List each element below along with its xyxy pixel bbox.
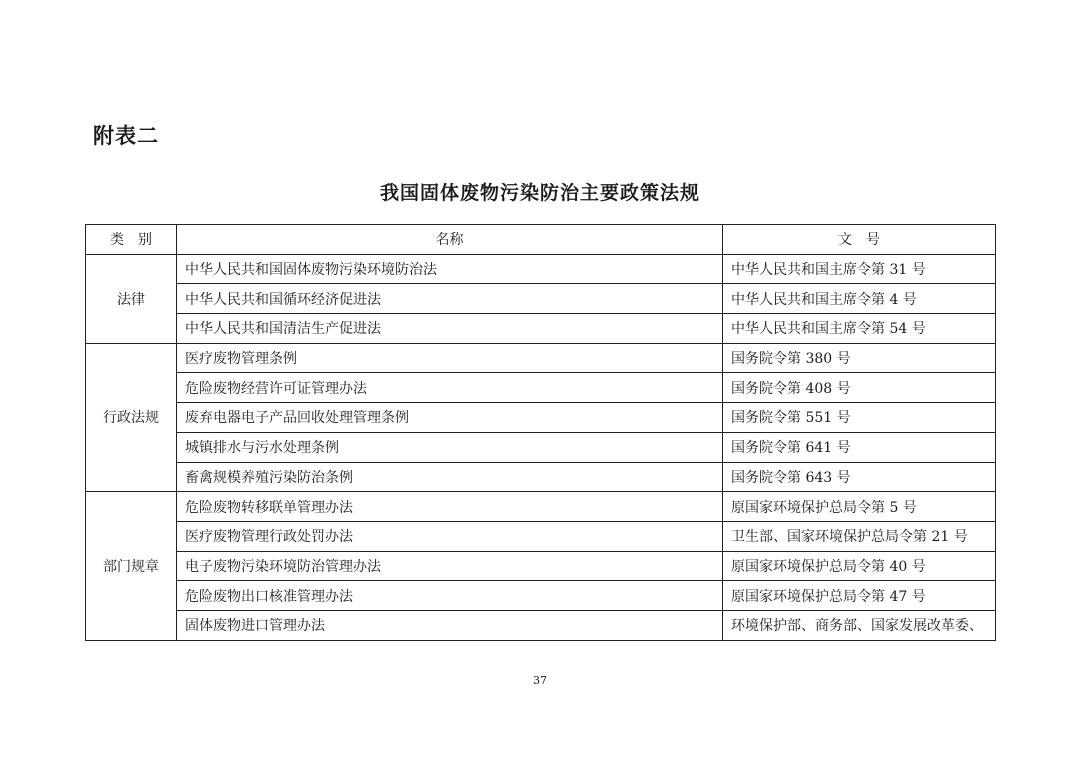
- table-header-row: [86, 225, 996, 255]
- doc-number-cell: 国务院令第 380 号: [723, 343, 996, 373]
- regulation-name-cell: 医疗废物管理条例: [177, 343, 723, 373]
- table-row: [86, 432, 996, 462]
- table-row: [86, 254, 996, 284]
- table-row: [86, 492, 996, 522]
- regulation-name-cell: 中华人民共和国固体废物污染环境防治法: [177, 254, 723, 284]
- policy-table: [85, 224, 996, 641]
- category-cell: 法律: [86, 254, 177, 343]
- doc-number-cell: 国务院令第 551 号: [723, 403, 996, 433]
- header-doc-number: 文 号: [723, 225, 996, 255]
- regulation-name-cell: 中华人民共和国清洁生产促进法: [177, 314, 723, 344]
- table-row: [86, 284, 996, 314]
- appendix-label: 附表二: [93, 124, 159, 148]
- doc-number-cell: 国务院令第 643 号: [723, 462, 996, 492]
- category-cell: 行政法规: [86, 343, 177, 491]
- table-row: [86, 581, 996, 611]
- category-cell: 部门规章: [86, 492, 177, 640]
- table-row: [86, 462, 996, 492]
- doc-number-cell: 中华人民共和国主席令第 4 号: [723, 284, 996, 314]
- regulation-name-cell: 废弃电器电子产品回收处理管理条例: [177, 403, 723, 433]
- header-category: 类 别: [86, 225, 177, 255]
- table-row: [86, 521, 996, 551]
- table-row: [86, 314, 996, 344]
- doc-number-cell: 国务院令第 408 号: [723, 373, 996, 403]
- doc-number-cell: 中华人民共和国主席令第 31 号: [723, 254, 996, 284]
- table-row: [86, 373, 996, 403]
- regulation-name-cell: 畜禽规模养殖污染防治条例: [177, 462, 723, 492]
- doc-number-cell: 卫生部、国家环境保护总局令第 21 号: [723, 521, 996, 551]
- table-row: [86, 551, 996, 581]
- regulation-name-cell: 危险废物转移联单管理办法: [177, 492, 723, 522]
- table-row: [86, 403, 996, 433]
- table-row: [86, 343, 996, 373]
- doc-number-cell: 环境保护部、商务部、国家发展改革委、: [723, 610, 996, 640]
- doc-number-cell: 国务院令第 641 号: [723, 432, 996, 462]
- doc-number-cell: 原国家环境保护总局令第 5 号: [723, 492, 996, 522]
- table-row: [86, 610, 996, 640]
- table-body: [86, 254, 996, 640]
- regulation-name-cell: 固体废物进口管理办法: [177, 610, 723, 640]
- document-title: 我国固体废物污染防治主要政策法规: [379, 182, 700, 204]
- page-number: 37: [533, 674, 547, 687]
- doc-number-cell: 中华人民共和国主席令第 54 号: [723, 314, 996, 344]
- regulation-name-cell: 中华人民共和国循环经济促进法: [177, 284, 723, 314]
- regulation-name-cell: 危险废物出口核准管理办法: [177, 581, 723, 611]
- regulation-name-cell: 危险废物经营许可证管理办法: [177, 373, 723, 403]
- regulation-name-cell: 医疗废物管理行政处罚办法: [177, 521, 723, 551]
- regulation-name-cell: 城镇排水与污水处理条例: [177, 432, 723, 462]
- header-name: 名称: [177, 225, 723, 255]
- doc-number-cell: 原国家环境保护总局令第 40 号: [723, 551, 996, 581]
- doc-number-cell: 原国家环境保护总局令第 47 号: [723, 581, 996, 611]
- regulation-name-cell: 电子废物污染环境防治管理办法: [177, 551, 723, 581]
